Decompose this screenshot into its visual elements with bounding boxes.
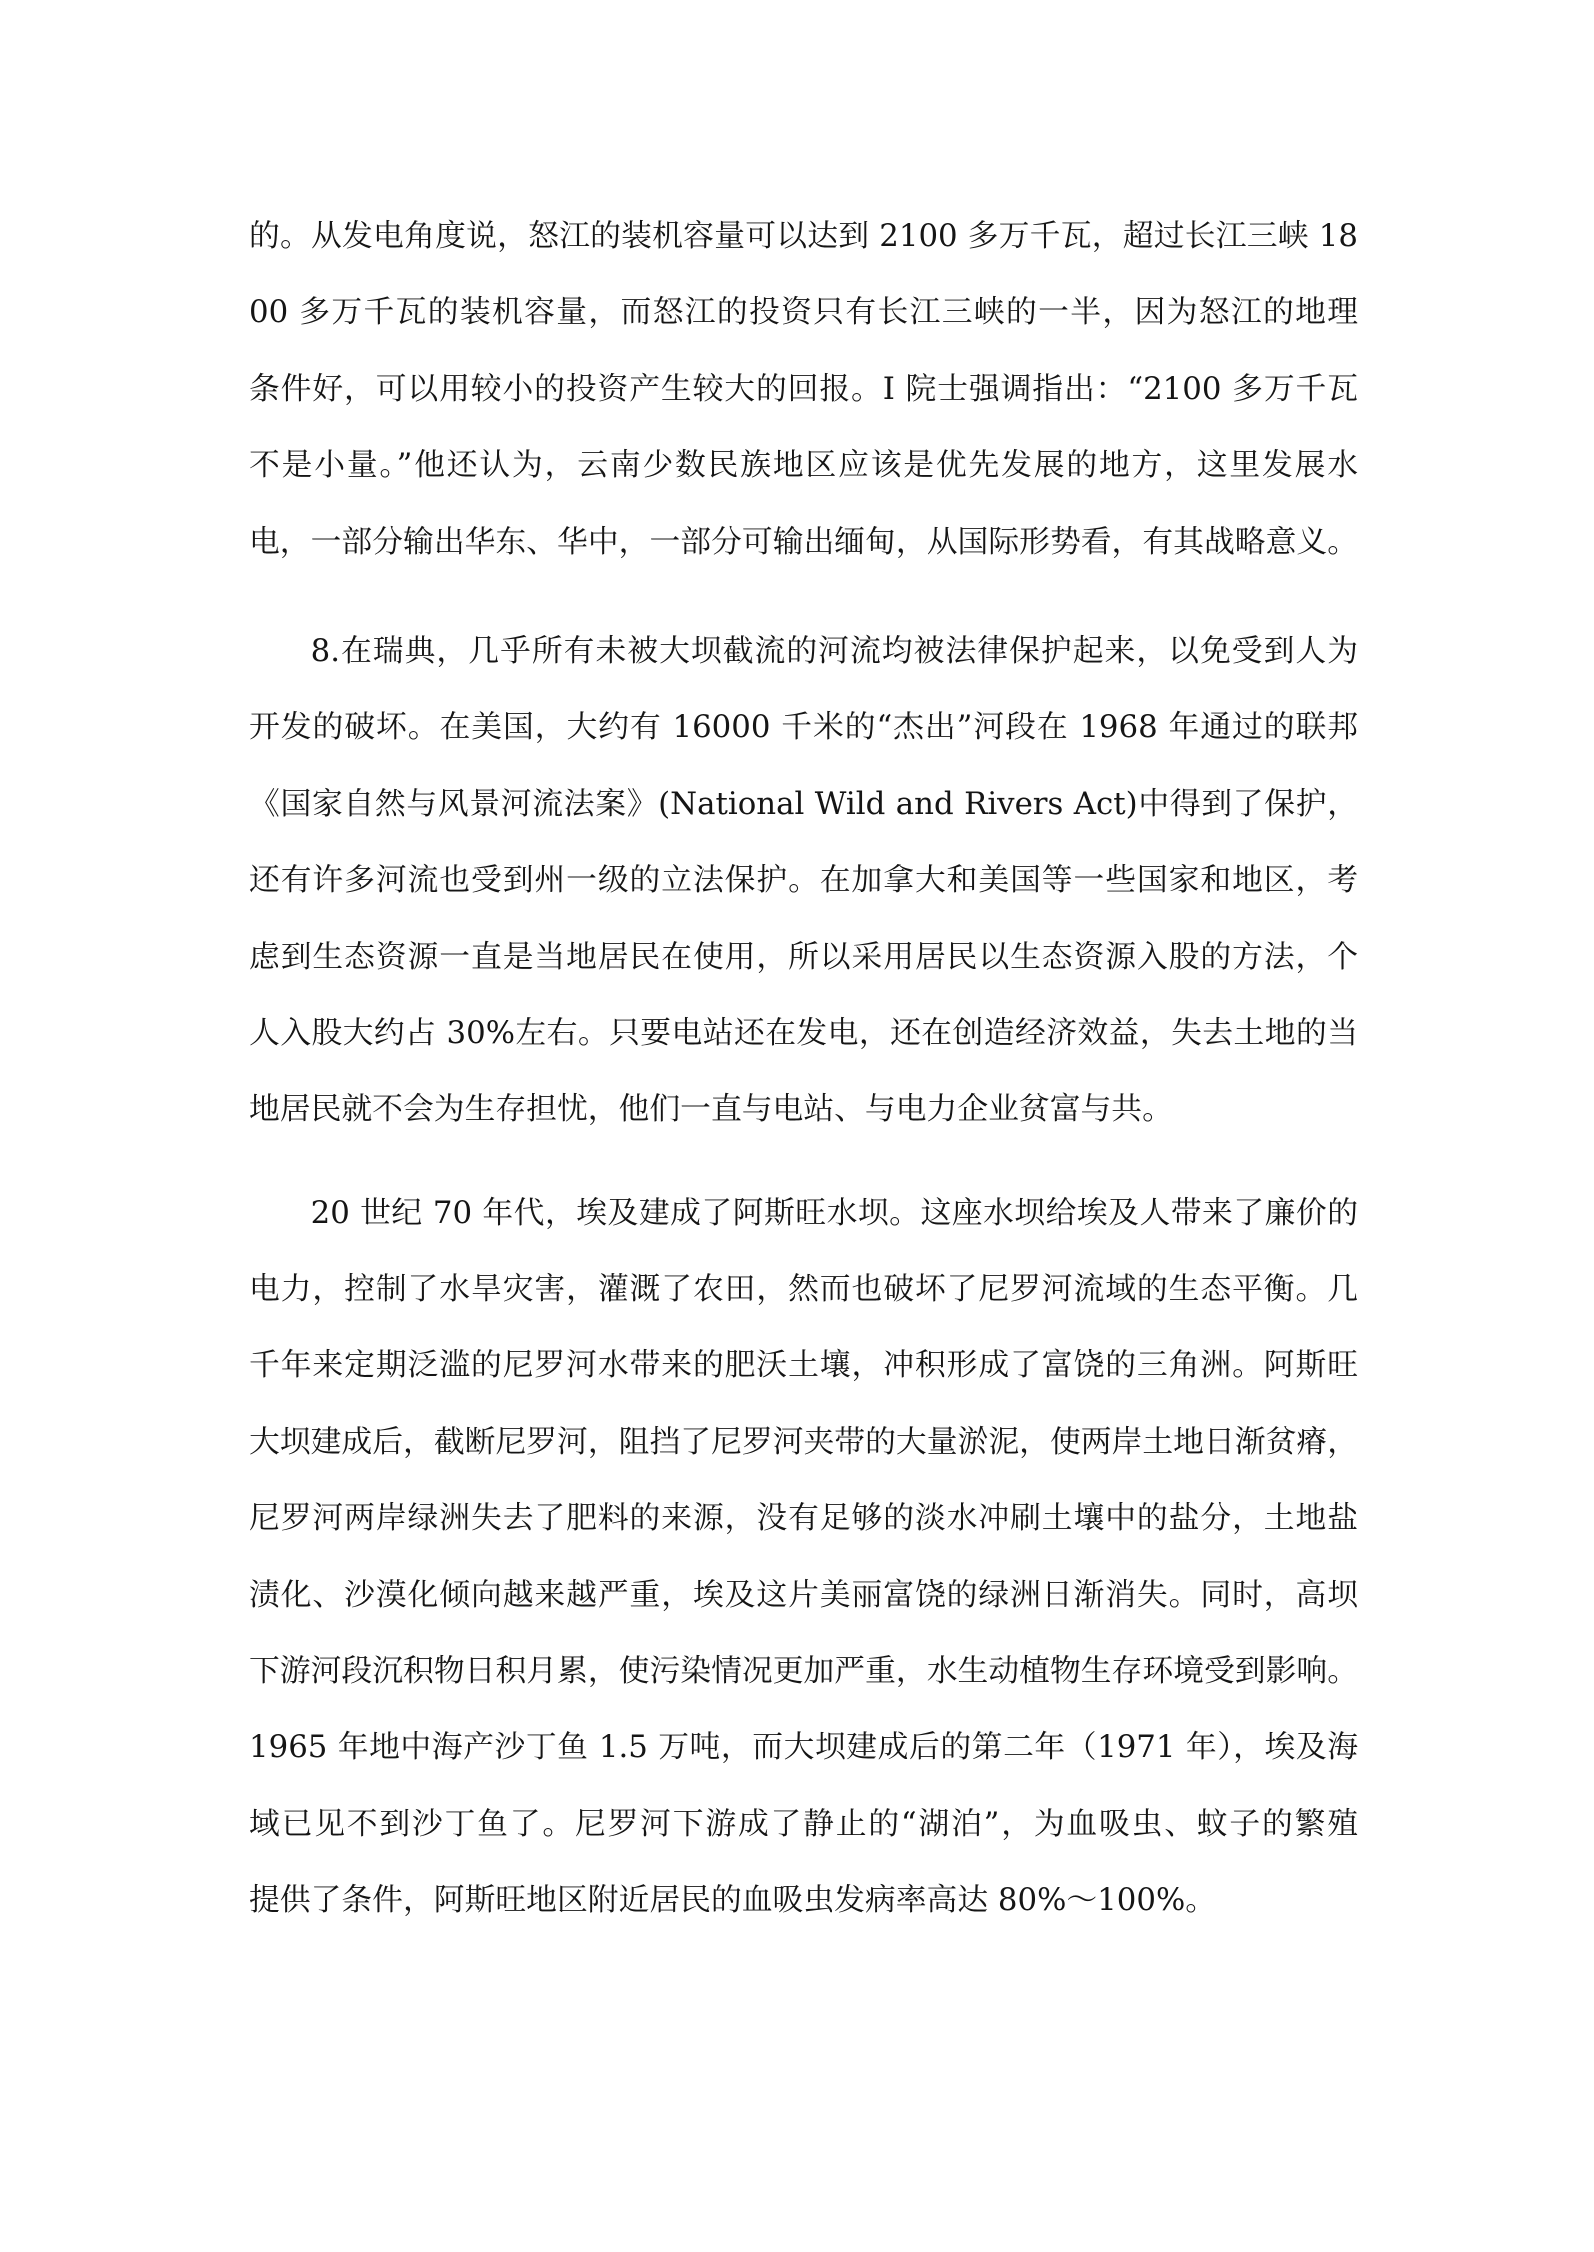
text-line: 大坝建成后，截断尼罗河，阻挡了尼罗河夹带的大量淤泥，使两岸土地日渐贫瘠， bbox=[249, 1423, 1358, 1460]
text-line: 《国家自然与风景河流法案》(National Wild and Rivers Act)中得到了保护， bbox=[249, 785, 1358, 822]
text-line: 8.在瑞典，几乎所有未被大坝截流的河流均被法律保护起来，以免受到人为 bbox=[310, 632, 1358, 669]
text-line: 电，一部分输出华东、华中，一部分可输出缅甸，从国际形势看，有其战略意义。 bbox=[249, 523, 1358, 560]
text-line: 提供了条件，阿斯旺地区附近居民的血吸虫发病率高达 80%～100%。 bbox=[249, 1882, 1217, 1919]
text-line: 的。从发电角度说，怒江的装机容量可以达到 2100 多万千瓦，超过长江三峡 18 bbox=[249, 218, 1358, 254]
text-line: 渍化、沙漠化倾向越来越严重，埃及这片美丽富饶的绿洲日渐消失。同时，高坝 bbox=[249, 1576, 1358, 1613]
paragraph bbox=[249, 198, 1358, 580]
text-line: 开发的破坏。在美国，大约有 16000 千米的“杰出”河段在 1968 年通过的联邦 bbox=[249, 709, 1358, 746]
text-line: 条件好，可以用较小的投资产生较大的回报。I 院士强调指出：“2100 多万千瓦 bbox=[249, 370, 1358, 407]
text-line: 域已见不到沙丁鱼了。尼罗河下游成了静止的“湖泊”，为血吸虫、蚊子的繁殖 bbox=[249, 1805, 1358, 1842]
text-line: 00 多万千瓦的装机容量，而怒江的投资只有长江三峡的一半，因为怒江的地理 bbox=[249, 294, 1358, 331]
text-line: 下游河段沉积物日积月累，使污染情况更加严重，水生动植物生存环境受到影响。 bbox=[249, 1653, 1358, 1690]
text-line: 20 世纪 70 年代，埃及建成了阿斯旺水坝。这座水坝给埃及人带来了廉价的 bbox=[310, 1194, 1358, 1231]
text-line: 电力，控制了水旱灾害，灌溉了农田，然而也破坏了尼罗河流域的生态平衡。几 bbox=[249, 1271, 1358, 1308]
text-line: 1965 年地中海产沙丁鱼 1.5 万吨，而大坝建成后的第二年（1971 年），埃及海 bbox=[249, 1729, 1358, 1766]
text-line: 还有许多河流也受到州一级的立法保护。在加拿大和美国等一些国家和地区，考 bbox=[249, 862, 1358, 899]
text-line: 尼罗河两岸绿洲失去了肥料的来源，没有足够的淡水冲刷土壤中的盐分，土地盐 bbox=[249, 1500, 1358, 1537]
text-line: 不是小量。”他还认为，云南少数民族地区应该是优先发展的地方，这里发展水 bbox=[249, 447, 1358, 484]
text-line: 人入股大约占 30%左右。只要电站还在发电，还在创造经济效益，失去土地的当 bbox=[249, 1014, 1358, 1051]
text-line: 虑到生态资源一直是当地居民在使用，所以采用居民以生态资源入股的方法，个 bbox=[249, 938, 1358, 975]
document-body bbox=[249, 198, 1358, 1939]
text-line: 地居民就不会为生存担忧，他们一直与电站、与电力企业贫富与共。 bbox=[249, 1091, 1173, 1128]
text-line: 千年来定期泛滥的尼罗河水带来的肥沃土壤，冲积形成了富饶的三角洲。阿斯旺 bbox=[249, 1347, 1358, 1384]
paragraph bbox=[249, 613, 1358, 1148]
paragraph bbox=[249, 1175, 1358, 1939]
